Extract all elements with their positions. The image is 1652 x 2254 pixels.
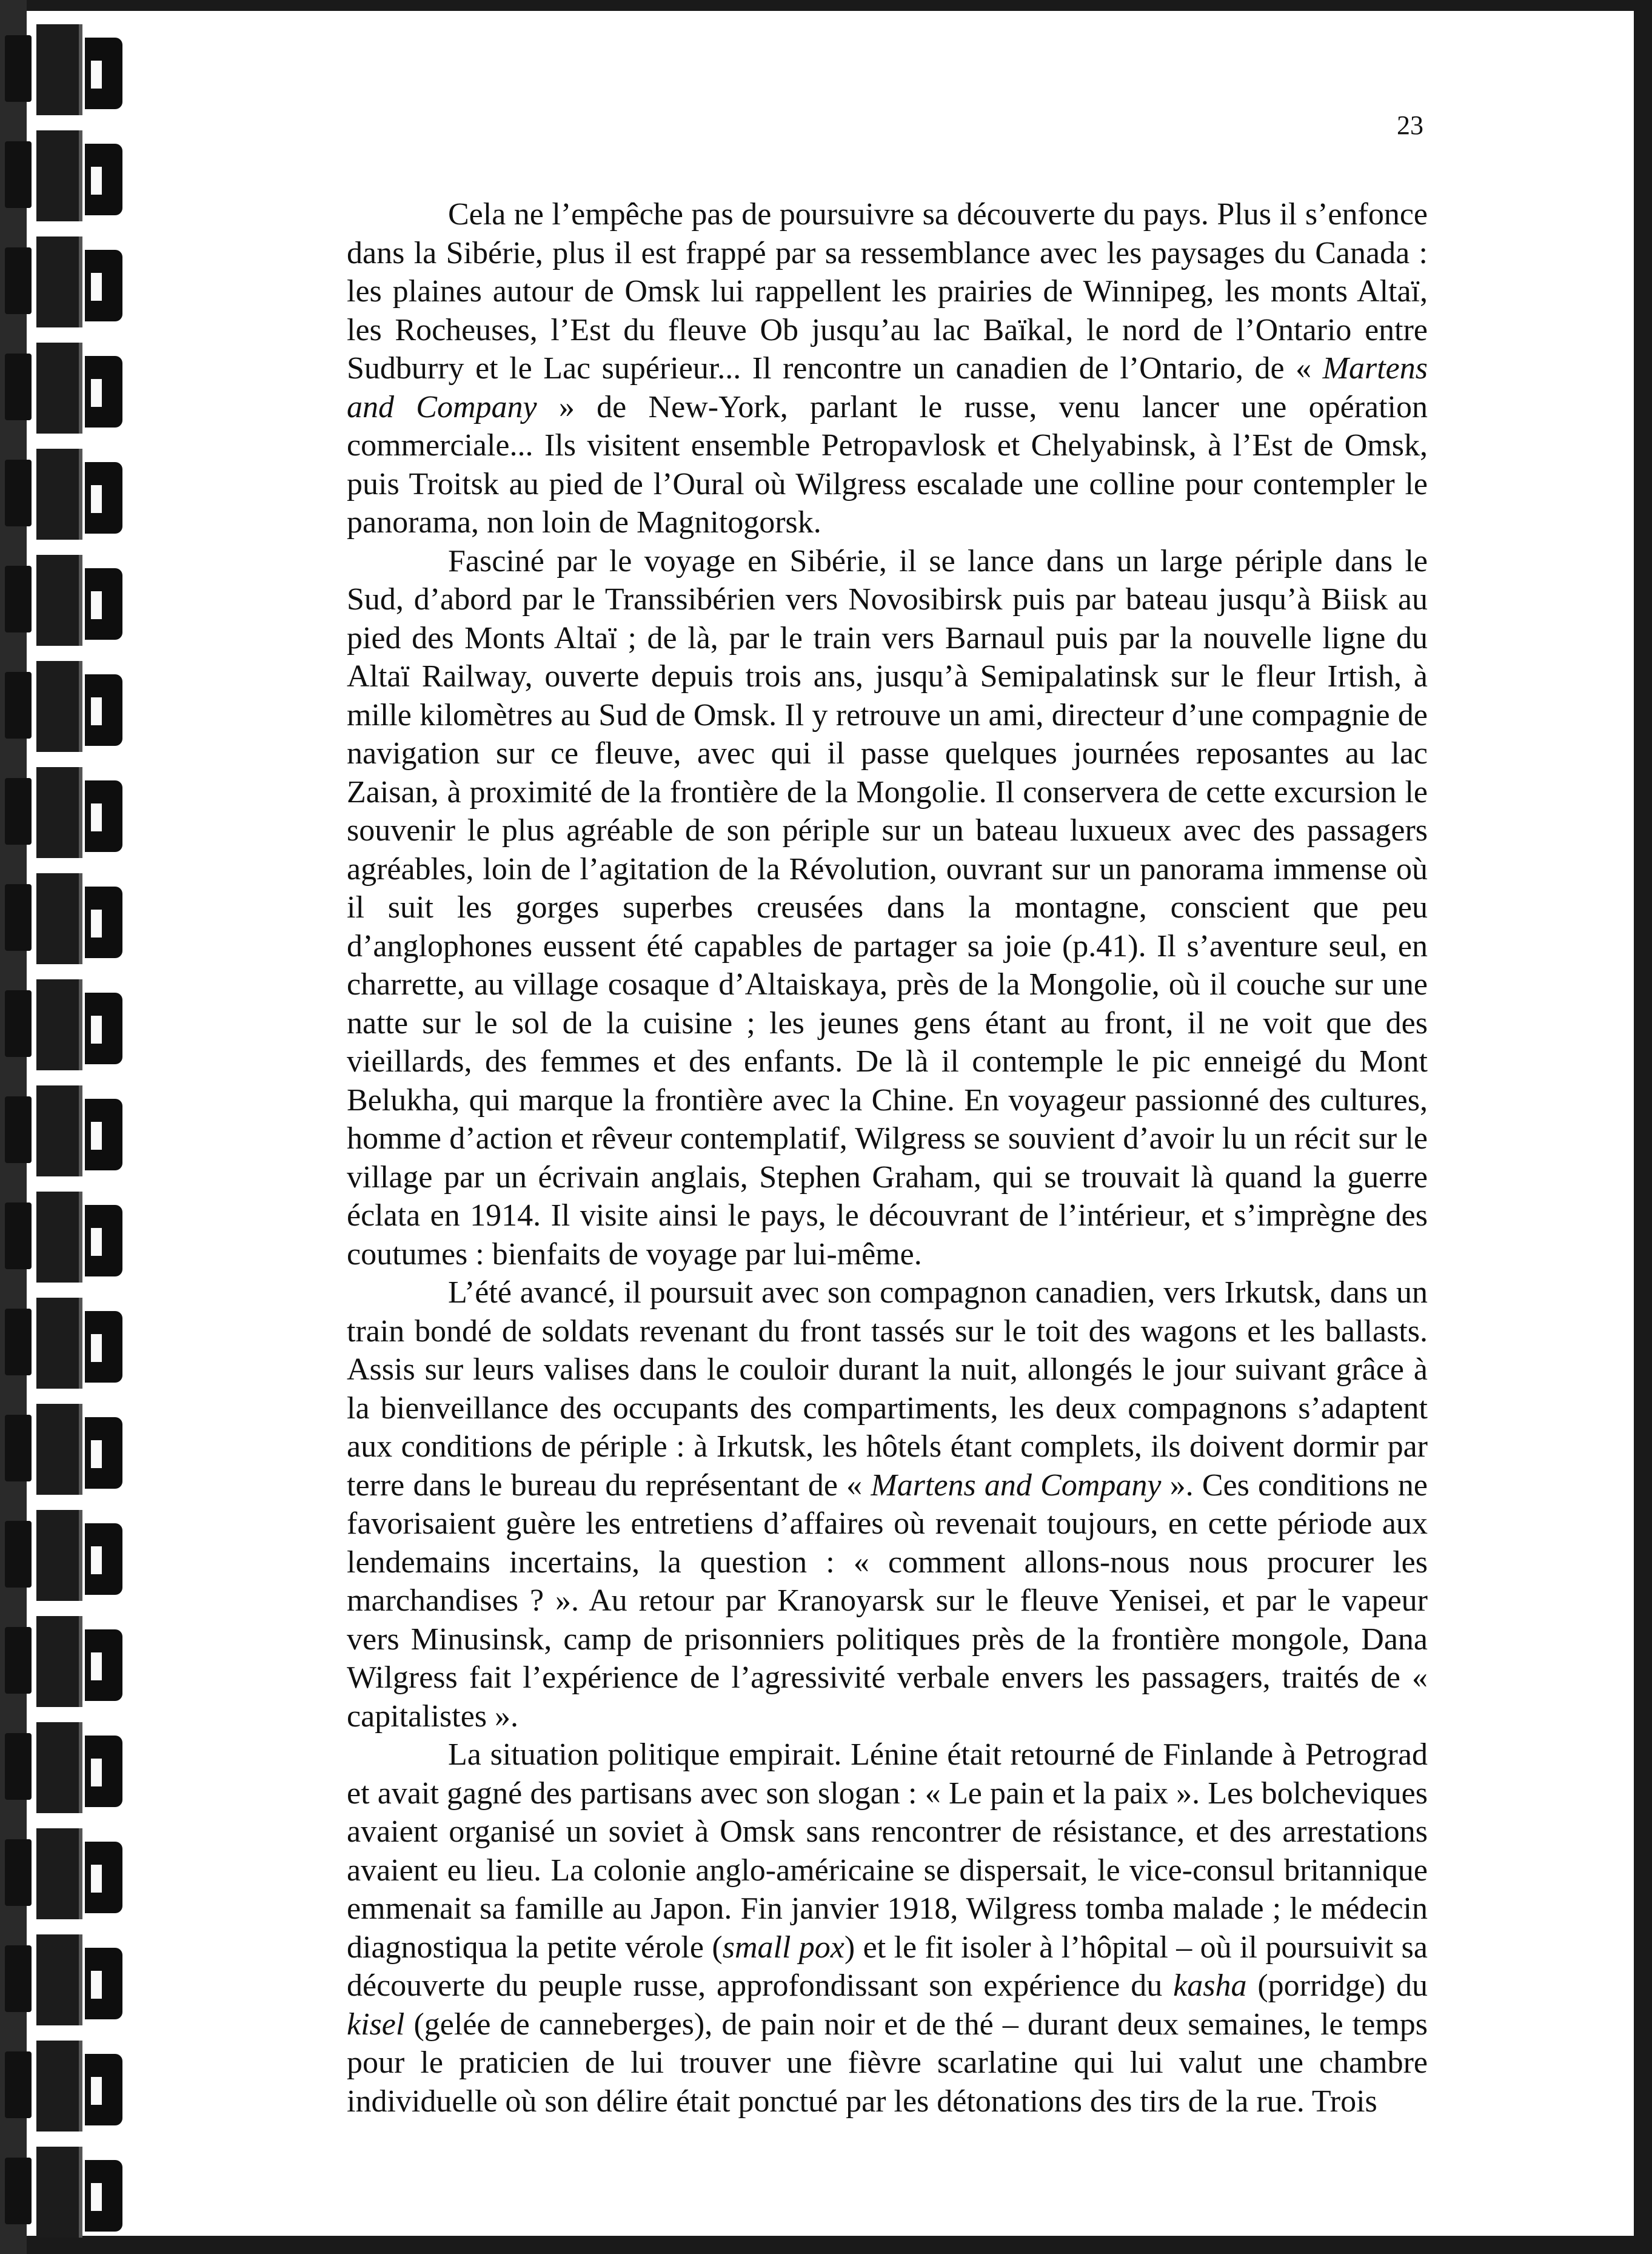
binding-ring bbox=[0, 130, 145, 221]
scan-border-top bbox=[0, 0, 1652, 11]
binding-ring bbox=[0, 1722, 145, 1813]
spiral-binding bbox=[0, 0, 145, 2254]
text-run: (porridge) du bbox=[1246, 1968, 1428, 2003]
binding-ring bbox=[0, 1404, 145, 1495]
text-run: ) et le fit isoler à l’hôpital – où il poursuivit sa découverte du peuple russe, approfondissant son expérience du bbox=[347, 1930, 1428, 2003]
text-run: » de New-York, parlant le russe, venu lancer une opération commerciale... Ils visitent ensemble Petropavlosk et Chelyabinsk, à l’Est de Omsk, puis Troitsk au pied de l’Oural où Wilgress escalade une colline pour contempler le panorama, non loin de Magnitogorsk. bbox=[347, 389, 1428, 540]
italic-text: kisel bbox=[347, 2007, 405, 2042]
binding-ring bbox=[0, 236, 145, 327]
page-number: 23 bbox=[1397, 110, 1423, 140]
binding-ring bbox=[0, 555, 145, 646]
binding-ring bbox=[0, 1510, 145, 1601]
italic-text: kasha bbox=[1173, 1968, 1247, 2003]
binding-ring bbox=[0, 1192, 145, 1283]
text-run: (gelée de canneberges), de pain noir et de thé – durant deux semaines, le temps pour le praticien de lui trouver une fièvre scarlatine qui lui valut une chambre individuelle où son délire était ponctué par les détonations des tirs de la rue. Trois bbox=[347, 2007, 1428, 2119]
binding-ring bbox=[0, 1298, 145, 1389]
scan-border-right bbox=[1634, 0, 1652, 2254]
binding-ring bbox=[0, 449, 145, 540]
paragraph bbox=[347, 542, 1428, 1274]
paragraph bbox=[347, 1273, 1428, 1736]
scan-border-bottom bbox=[0, 2236, 1652, 2254]
italic-text: Martens and Company bbox=[347, 351, 1428, 424]
binding-ring bbox=[0, 1934, 145, 2025]
binding-ring bbox=[0, 343, 145, 434]
binding-ring bbox=[0, 24, 145, 115]
text-run: L’été avancé, il poursuit avec son compagnon canadien, vers Irkutsk, dans un train bondé de soldats revenant du front tassés sur le toit des wagons et les ballasts. Assis sur leurs valises dans le couloir durant la nuit, allongés le jour suivant grâce à la bienveillance des occupants des compartiments, les deux compagnons s’adaptent aux conditions de périple : à Irkutsk, les hôtels étant complets, ils doivent dormir par terre dans le bureau du représentant de « bbox=[347, 1275, 1428, 1503]
text-run: Fasciné par le voyage en Sibérie, il se lance dans un large périple dans le Sud, d’abord par le Transsibérien vers Novosibirsk puis par bateau jusqu’à Biisk au pied des Monts Altaï ; de là, par le train vers Barnaul puis par la nouvelle ligne du Altaï Railway, ouverte depuis trois ans, jusqu’à Semipalatinsk sur le fleur Irtish, à mille kilomètres au Sud de Omsk. Il y retrouve un ami, directeur d’une compagnie de navigation sur ce fleuve, avec qui il passe quelques journées reposantes au lac Zaisan, à proximité de la frontière de la Mongolie. Il conservera de cette excursion le souvenir le plus agréable de son périple sur un bateau luxueux avec des passagers agréables, loin de l’agitation de la Révolution, ouvrant sur un panorama immense où il suit les gorges superbes creusées dans la montagne, conscient que peu d’anglophones eussent été capables de partager sa joie (p.41). Il s’aventure seul, en charrette, au village cosaque d’Altaiskaya, près de la Mongolie, où il couche sur une natte sur le sol de la cuisine ; les jeunes gens étant au front, il ne voit que des vieillards, des femmes et des enfants. De là il contemple le pic enneigé du Mont Belukha, qui marque la frontière avec la Chine. En voyageur passionné des cultures, homme d’action et rêveur contemplatif, Wilgress se souvient d’avoir lu un récit sur le village par un écrivain anglais, Stephen Graham, qui se trouvait là quand la guerre éclata en 1914. Il visite ainsi le pays, le découvrant de l’intérieur, et s’imprègne des coutumes : bienfaits de voyage par lui-même. bbox=[347, 543, 1428, 1272]
binding-ring bbox=[0, 2041, 145, 2132]
text-run: Cela ne l’empêche pas de poursuivre sa découverte du pays. Plus il s’enfonce dans la Sibérie, plus il est frappé par sa ressemblance avec les paysages du Canada : les plaines autour de Omsk lui rappellent les prairies de Winnipeg, les monts Altaï, les Rocheuses, l’Est du fleuve Ob jusqu’au lac Baïkal, le nord de l’Ontario entre Sudburry et le Lac supérieur... Il rencontre un canadien de l’Ontario, de « bbox=[347, 197, 1428, 386]
binding-ring bbox=[0, 1828, 145, 1919]
binding-ring bbox=[0, 1085, 145, 1176]
binding-ring bbox=[0, 767, 145, 858]
text-run: La situation politique empirait. Lénine était retourné de Finlande à Petrograd et avait gagné des partisans avec son slogan : « Le pain et la paix ». Les bolcheviques avaient organisé un soviet à Omsk sans rencontrer de résistance, et des arrestations avaient eu lieu. La colonie anglo-américaine se dispersait, le vice-consul britannique emmenait sa famille au Japon. Fin janvier 1918, Wilgress tomba malade ; le médecin diagnostiqua la petite vérole ( bbox=[347, 1737, 1428, 1965]
binding-ring bbox=[0, 2147, 145, 2238]
binding-ring bbox=[0, 1616, 145, 1707]
paragraph bbox=[347, 195, 1428, 542]
italic-text: small pox bbox=[722, 1930, 844, 1965]
italic-text: Martens and Company bbox=[871, 1467, 1162, 1503]
binding-ring bbox=[0, 661, 145, 752]
text-run: ». Ces conditions ne favorisaient guère les entretiens d’affaires où revenait toujours, en cette période aux lendemains incertains, la question : « comment allons-nous nous procurer les marchandises ? ». Au retour par Kranoyarsk sur le fleuve Yenisei, et par le vapeur vers Minusinsk, camp de prisonniers politiques près de la frontière mongole, Dana Wilgress fait l’expérience de l’agressivité verbale envers les passagers, traités de « capitalistes ». bbox=[347, 1467, 1428, 1734]
binding-ring bbox=[0, 873, 145, 964]
binding-ring bbox=[0, 979, 145, 1070]
document-body bbox=[347, 195, 1428, 2121]
paragraph bbox=[347, 1736, 1428, 2121]
